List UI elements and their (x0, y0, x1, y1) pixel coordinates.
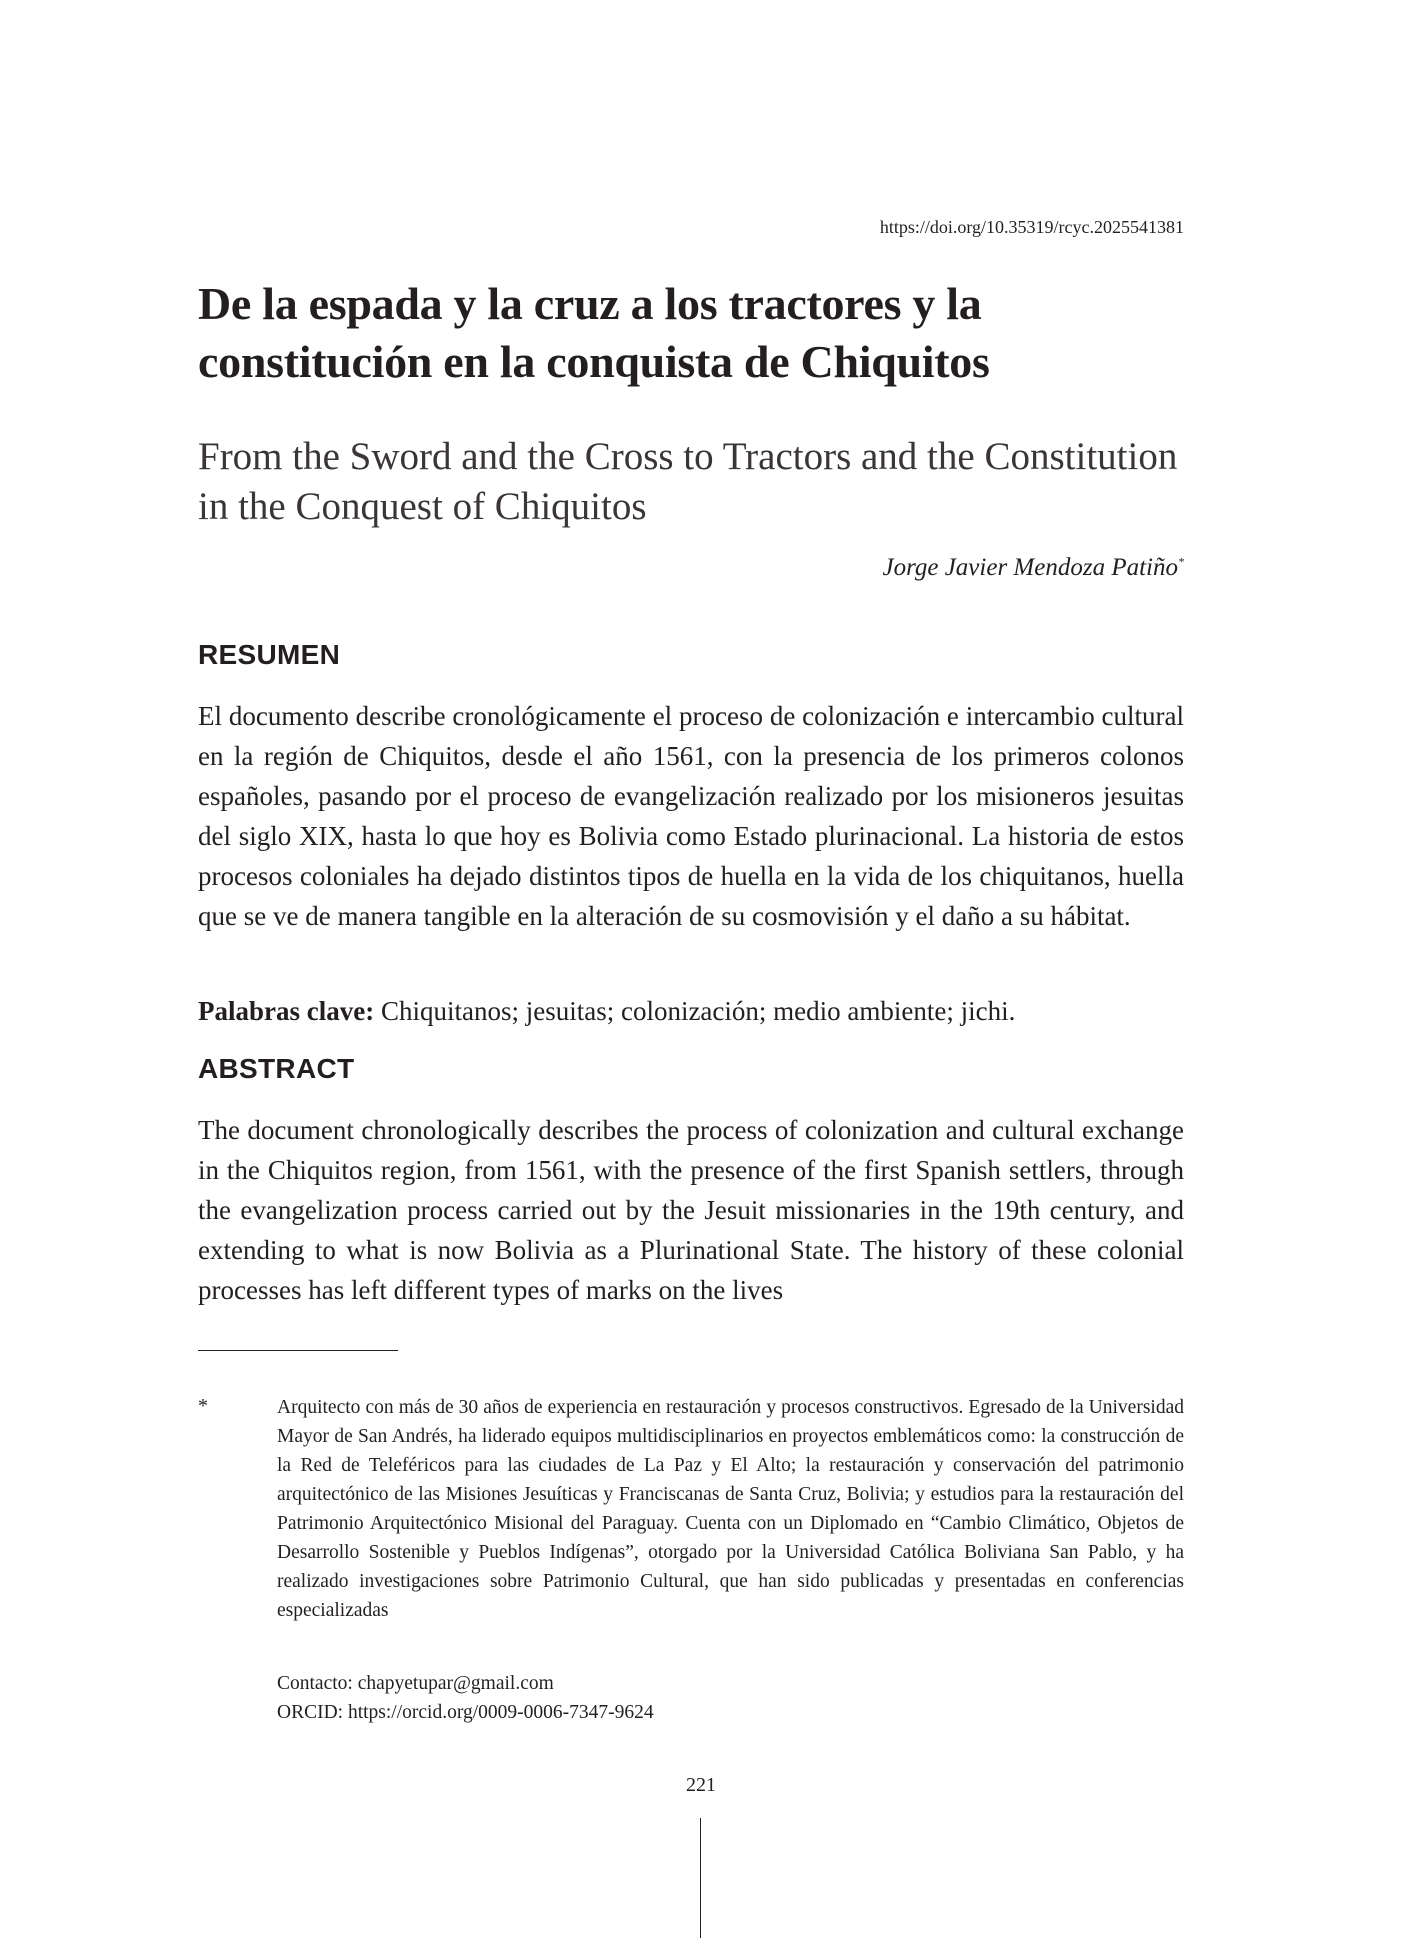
footnote-orcid-link[interactable]: ORCID: https://orcid.org/0009-0006-7347-9624 (277, 1702, 654, 1723)
author-name: Jorge Javier Mendoza Patiño (882, 554, 1178, 581)
keywords-line (198, 991, 1184, 1031)
keywords-label: Palabras clave: (198, 996, 375, 1026)
abstract-heading: ABSTRACT (198, 1053, 355, 1084)
abstract-paragraph: The document chronologically describes the process of colonization and cultural exchange in the Chiquitos region, from 1561, with the presence of the first Spanish settlers, through the evangelization process carried out by the Jesuit missionaries in the 19th century, and extending to what is now Bolivia as a Plurinational State. The history of these colonial processes has left different types of marks on the lives (198, 1115, 1184, 1305)
author-byline (700, 554, 1184, 582)
page-number: 221 (686, 1774, 716, 1796)
page-bottom-rule (700, 1818, 701, 1938)
article-title-spanish: De la espada y la cruz a los tractores y la constitución en la conquista de Chiquitos (198, 278, 990, 387)
footnote-mark: * (198, 1395, 208, 1417)
footnote-contact-email[interactable]: Contacto: chapyetupar@gmail.com (277, 1673, 554, 1694)
keywords-list: Chiquitanos; jesuitas; colonización; medio ambiente; jichi. (380, 996, 1016, 1026)
footnote-divider (198, 1350, 398, 1351)
resumen-heading: RESUMEN (198, 639, 341, 670)
article-title-english: From the Sword and the Cross to Tractors and the Constitution in the Conquest of Chiquitos (198, 435, 1178, 528)
doi-link[interactable]: https://doi.org/10.35319/rcyc.2025541381 (879, 217, 1184, 237)
footnote-text: Arquitecto con más de 30 años de experiencia en restauración y procesos constructivos. Egresado de la Universidad Mayor de San Andrés, ha liderado equipos multidisciplinarios en proyectos emblemáticos como: la construcción de la Red de Teleféricos para las ciudades de La Paz y El Alto; la restauración y conservación del patrimonio arquitectónico de las Misiones Jesuíticas y Franciscanas de Santa Cruz, Bolivia; y estudios para la restauración del Patrimonio Arquitectónico Misional del Paraguay. Cuenta con un Diplomado en “Cambio Climático, Objetos de Desarrollo Sostenible y Pueblos Indígenas”, otorgado por la Universidad Católica Boliviana San Pablo, y ha realizado investigaciones sobre Patrimonio Cultural, que han sido publicadas y presentadas en conferencias especializadas (277, 1397, 1184, 1621)
resumen-paragraph: El documento describe cronológicamente el proceso de colonización e intercambio cultural en la región de Chiquitos, desde el año 1561, con la presencia de los primeros colonos españoles, pasando por el proceso de evangelización realizado por los misioneros jesuitas del siglo XIX, hasta lo que hoy es Bolivia como Estado plurinacional. La historia de estos procesos coloniales ha dejado distintos tipos de huella en la vida de los chiquitanos, huella que se ve de manera tangible en la alteración de su cosmovisión y el daño a su hábitat. (198, 701, 1184, 931)
author-footnote-mark[interactable]: * (1178, 554, 1184, 569)
